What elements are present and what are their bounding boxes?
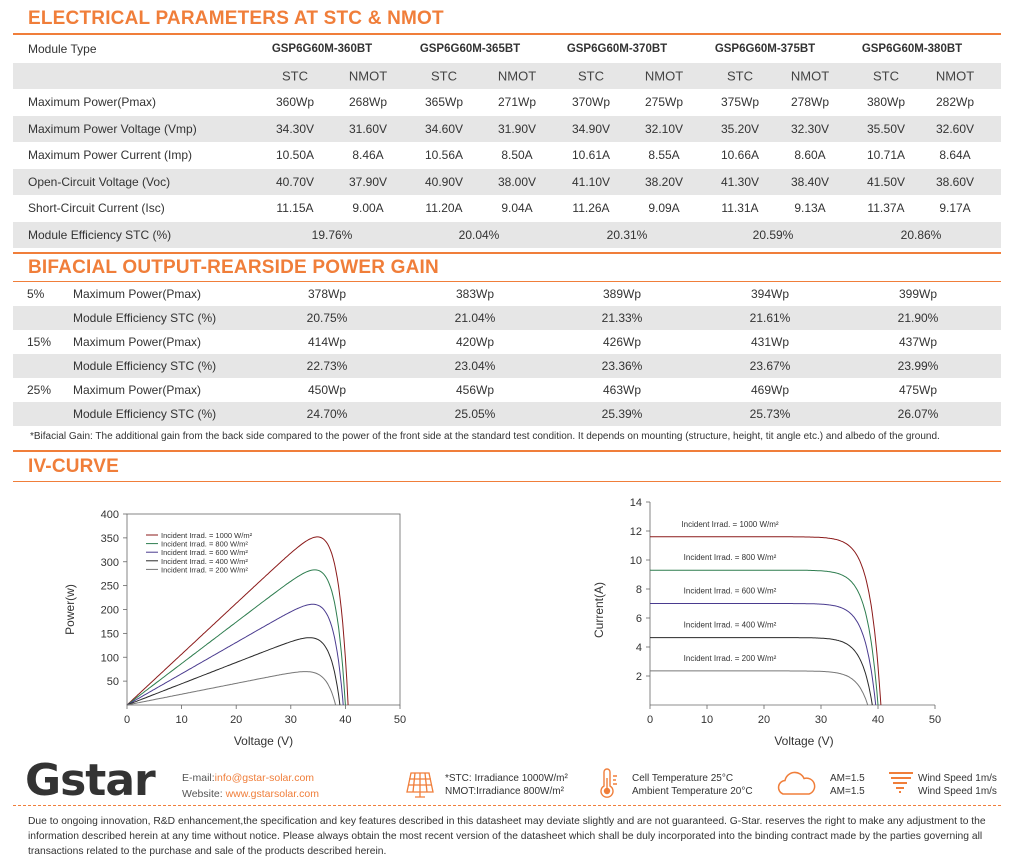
y-tick-label: 12 (629, 526, 642, 538)
bifacial-table (13, 282, 1001, 426)
cell-value: 38.60V (935, 174, 975, 189)
cell-value: 31.90V (497, 121, 537, 136)
row-label: Open-Circuit Voltage (Voc) (28, 174, 171, 189)
cloud-icon (775, 770, 817, 798)
cell-value: 23.36% (601, 359, 643, 373)
electrical-row (13, 142, 1001, 169)
disclaimer-text: Due to ongoing innovation, R&D enhancement,the specification and key features described in this datasheet may deviate slightly and are not guaranteed. G-Star. reserves the right to make any adjustment to the information described herein at any time without notice. Please always obtain the most recent version of the datasheet which shall be duly incorporated into the binding contract made by the parties governing all transactions related to the purchase and sale of the products described herein. (28, 816, 986, 857)
wind-speed-1: Wind Speed 1m/s (918, 773, 997, 784)
y-tick-label: 8 (635, 584, 642, 596)
cell-value: 40.90V (424, 174, 464, 189)
electrical-row (13, 116, 1001, 143)
y-axis-label: Current(A) (592, 581, 606, 639)
row-label: Maximum Power(Pmax) (73, 383, 202, 397)
row-label: Module Efficiency STC (%) (73, 407, 217, 421)
cell-value: 463Wp (602, 383, 642, 397)
cell-value: 360Wp (275, 95, 315, 110)
electrical-row (13, 169, 1001, 196)
cell-value: 8.50A (501, 148, 533, 163)
electrical-title-rule (13, 33, 1001, 35)
condition-header: NMOT (935, 68, 975, 84)
condition-header: NMOT (644, 68, 684, 84)
cell-value: 31.60V (348, 121, 388, 136)
module-type-label: Module Type (28, 42, 97, 57)
nmot-irradiance: NMOT:Irradiance 800W/m² (445, 786, 564, 797)
cell-value: 278Wp (790, 95, 830, 110)
cell-value: 23.04% (454, 359, 496, 373)
cell-value: 25.39% (601, 407, 643, 421)
gstar-logo: Gstar (25, 755, 155, 806)
bifacial-top-rule (13, 252, 1001, 254)
power-series-line (127, 672, 336, 705)
bifacial-row (13, 282, 1001, 306)
cell-value: 375Wp (720, 95, 760, 110)
cell-value: 370Wp (571, 95, 611, 110)
cell-value: 271Wp (497, 95, 537, 110)
cell-value: 34.60V (424, 121, 464, 136)
model-header: GSP6G60M-360BT (271, 43, 373, 56)
power-voltage-chart (50, 500, 480, 760)
email-label: E-mail: (182, 772, 215, 784)
condition-header: NMOT (497, 68, 537, 84)
cell-value: 8.55A (648, 148, 680, 163)
email-link[interactable]: info@gstar-solar.com (214, 772, 315, 784)
electrical-row (13, 195, 1001, 222)
row-label: Maximum Power(Pmax) (73, 335, 202, 349)
series-label: Incident Irrad. = 800 W/m² (683, 553, 777, 563)
cell-value: 8.60A (794, 148, 826, 163)
gain-percent: 25% (27, 383, 52, 397)
model-header: GSP6G60M-365BT (419, 43, 521, 56)
y-tick-label: 200 (100, 604, 119, 617)
x-tick-label: 10 (700, 714, 714, 726)
bifacial-row (13, 402, 1001, 426)
cell-value: 456Wp (455, 383, 495, 397)
y-axis-label: Power(w) (63, 584, 77, 635)
x-tick-label: 0 (646, 714, 654, 726)
cell-value: 475Wp (898, 383, 938, 397)
gain-percent: 15% (27, 335, 52, 349)
cell-value: 9.17A (939, 201, 971, 216)
row-label: Maximum Power Voltage (Vmp) (28, 121, 197, 136)
cell-value: 11.26A (572, 201, 610, 216)
x-tick-label: 40 (871, 714, 885, 726)
air-mass-1: AM=1.5 (830, 773, 865, 784)
bifacial-row (13, 306, 1001, 330)
electrical-section-title: ELECTRICAL PARAMETERS AT STC & NMOT (28, 8, 444, 29)
current-voltage-chart (585, 490, 985, 750)
cell-value: 23.67% (749, 359, 791, 373)
cell-value: 268Wp (348, 95, 388, 110)
cell-value: 35.20V (720, 121, 760, 136)
cell-value: 25.73% (749, 407, 791, 421)
cell-value: 21.90% (897, 311, 939, 325)
cell-value: 38.00V (497, 174, 537, 189)
y-tick-label: 400 (100, 509, 119, 521)
y-tick-label: 10 (629, 555, 642, 567)
model-header: GSP6G60M-380BT (861, 43, 963, 56)
stc-irradiance: *STC: Irradiance 1000W/m² (445, 773, 568, 784)
cell-value: 380Wp (866, 95, 906, 110)
x-tick-label: 40 (339, 714, 352, 726)
cell-value: 450Wp (307, 383, 347, 397)
cell-value: 10.56A (424, 148, 464, 163)
website-link[interactable]: www.gstarsolar.com (225, 788, 319, 800)
cell-value: 21.61% (749, 311, 791, 325)
y-tick-label: 14 (629, 497, 642, 509)
electrical-table (13, 36, 1001, 248)
cell-value: 9.00A (352, 201, 384, 216)
air-mass-2: AM=1.5 (830, 786, 865, 797)
cell-value: 378Wp (307, 287, 347, 301)
series-label: Incident Irrad. = 1000 W/m² (681, 519, 779, 529)
cell-value: 40.70V (275, 174, 315, 189)
cell-value: 41.30V (720, 174, 760, 189)
cell-value: 21.04% (454, 311, 496, 325)
row-label: Short-Circuit Current (Isc) (28, 201, 165, 216)
row-label: Maximum Power(Pmax) (73, 287, 202, 301)
iv-title-rule (13, 481, 1001, 482)
cell-value: 437Wp (898, 335, 938, 349)
cell-value: 275Wp (644, 95, 684, 110)
wind-icon (888, 770, 914, 794)
cell-value: 394Wp (750, 287, 790, 301)
legend-entry: Incident Irrad. = 1000 W/m² (161, 531, 253, 540)
cell-value: 22.73% (306, 359, 348, 373)
irradiance-block (445, 772, 568, 798)
cell-value: 8.46A (352, 148, 384, 163)
efficiency-value: 20.04% (458, 227, 500, 242)
condition-header: STC (282, 68, 308, 84)
row-label: Module Efficiency STC (%) (73, 359, 217, 373)
model-header: GSP6G60M-375BT (714, 43, 816, 56)
x-tick-label: 20 (230, 714, 243, 726)
cell-value: 365Wp (424, 95, 464, 110)
series-label: Incident Irrad. = 200 W/m² (683, 653, 777, 663)
x-tick-label: 50 (393, 714, 407, 726)
cell-value: 426Wp (602, 335, 642, 349)
x-tick-label: 30 (814, 714, 828, 726)
efficiency-row (13, 222, 1001, 249)
x-tick-label: 30 (284, 714, 297, 726)
legend-entry: Incident Irrad. = 600 W/m² (161, 548, 248, 558)
cell-temperature: Cell Temperature 25°C (632, 773, 734, 784)
power-series-line (127, 604, 343, 705)
electrical-header-row (13, 36, 1001, 63)
cell-value: 37.90V (348, 174, 388, 189)
x-tick-label: 10 (175, 714, 188, 726)
y-tick-label: 250 (100, 580, 119, 593)
condition-header: STC (431, 68, 457, 84)
y-tick-label: 50 (106, 676, 119, 689)
cell-value: 20.75% (306, 311, 348, 325)
legend-entry: Incident Irrad. = 200 W/m² (161, 565, 248, 575)
cell-value: 10.61A (571, 148, 611, 163)
bifacial-footnote: *Bifacial Gain: The additional gain from the back side compared to the power of the front side at the standard test condition. It depends on mounting (structure, height, tit angle etc.) and albedo of the ground. (30, 431, 940, 442)
x-axis-label: Voltage (V) (774, 734, 834, 748)
cell-value: 9.04A (501, 201, 533, 216)
cell-value: 35.50V (866, 121, 906, 136)
efficiency-value: 19.76% (311, 227, 353, 242)
ambient-temperature: Ambient Temperature 20°C (632, 786, 753, 797)
row-label: Module Efficiency STC (%) (73, 311, 217, 325)
cell-value: 431Wp (750, 335, 790, 349)
electrical-row (13, 89, 1001, 116)
bifacial-row (13, 378, 1001, 402)
model-header: GSP6G60M-370BT (566, 43, 668, 56)
iv-section-title: IV-CURVE (28, 456, 119, 477)
cell-value: 414Wp (307, 335, 347, 349)
wind-block (918, 772, 997, 798)
bifacial-section-title: BIFACIAL OUTPUT-REARSIDE POWER GAIN (28, 257, 439, 278)
wind-speed-2: Wind Speed 1m/s (918, 786, 997, 797)
cell-value: 10.66A (720, 148, 760, 163)
current-series-line (650, 671, 868, 705)
air-mass-block (830, 772, 865, 798)
cell-value: 38.40V (790, 174, 830, 189)
cell-value: 34.90V (571, 121, 611, 136)
condition-header: NMOT (348, 68, 388, 84)
row-label: Maximum Power(Pmax) (28, 95, 157, 110)
cell-value: 38.20V (644, 174, 684, 189)
cell-value: 34.30V (275, 121, 315, 136)
cell-value: 9.13A (794, 201, 826, 216)
footer-divider (13, 805, 1001, 806)
condition-header: STC (873, 68, 899, 84)
row-label: Maximum Power Current (Imp) (28, 148, 193, 163)
series-label: Incident Irrad. = 400 W/m² (683, 620, 777, 630)
cell-value: 8.64A (939, 148, 971, 163)
cell-value: 11.31A (721, 201, 759, 216)
cell-value: 10.71A (866, 148, 906, 163)
efficiency-value: 20.59% (752, 227, 794, 242)
cell-value: 26.07% (897, 407, 939, 421)
x-axis-label: Voltage (V) (233, 734, 294, 748)
iv-top-rule (13, 450, 1001, 452)
x-tick-label: 20 (757, 714, 771, 726)
y-tick-label: 6 (635, 613, 642, 625)
cell-value: 399Wp (898, 287, 938, 301)
cell-value: 23.99% (897, 359, 939, 373)
y-tick-label: 300 (100, 556, 119, 569)
y-tick-label: 150 (100, 628, 119, 641)
cell-value: 21.33% (601, 311, 643, 325)
cell-value: 9.09A (648, 201, 680, 216)
thermometer-icon (593, 768, 621, 798)
x-tick-label: 50 (928, 714, 942, 726)
cell-value: 32.10V (644, 121, 684, 136)
cell-value: 11.37A (867, 201, 905, 216)
temperature-block (632, 772, 753, 798)
cell-value: 41.10V (571, 174, 611, 189)
cell-value: 25.05% (454, 407, 496, 421)
website-label: Website: (182, 788, 226, 800)
y-tick-label: 4 (635, 642, 642, 654)
condition-header: NMOT (790, 68, 830, 84)
cell-value: 383Wp (455, 287, 495, 301)
efficiency-value: 20.86% (900, 227, 942, 242)
cell-value: 469Wp (750, 383, 790, 397)
gain-percent: 5% (27, 287, 45, 301)
cell-value: 10.50A (275, 148, 315, 163)
electrical-subheader-row (13, 63, 1001, 90)
bifacial-row (13, 330, 1001, 354)
legend-entry: Incident Irrad. = 800 W/m² (161, 539, 248, 549)
efficiency-value: 20.31% (606, 227, 648, 242)
series-label: Incident Irrad. = 600 W/m² (683, 586, 777, 596)
cell-value: 11.15A (276, 201, 314, 216)
condition-header: STC (727, 68, 753, 84)
cell-value: 420Wp (455, 335, 495, 349)
y-tick-label: 100 (100, 652, 119, 665)
cell-value: 282Wp (935, 95, 975, 110)
cell-value: 41.50V (866, 174, 906, 189)
cell-value: 32.60V (935, 121, 975, 136)
y-tick-label: 2 (635, 671, 642, 683)
contact-block (182, 770, 319, 802)
x-tick-label: 0 (123, 714, 131, 726)
legend-entry: Incident Irrad. = 400 W/m² (161, 556, 248, 566)
cell-value: 389Wp (602, 287, 642, 301)
cell-value: 32.30V (790, 121, 830, 136)
solar-panel-icon (405, 770, 435, 798)
cell-value: 11.20A (425, 201, 463, 216)
condition-header: STC (578, 68, 604, 84)
bifacial-row (13, 354, 1001, 378)
cell-value: 24.70% (306, 407, 348, 421)
row-label: Module Efficiency STC (%) (28, 227, 172, 242)
y-tick-label: 350 (100, 532, 119, 545)
